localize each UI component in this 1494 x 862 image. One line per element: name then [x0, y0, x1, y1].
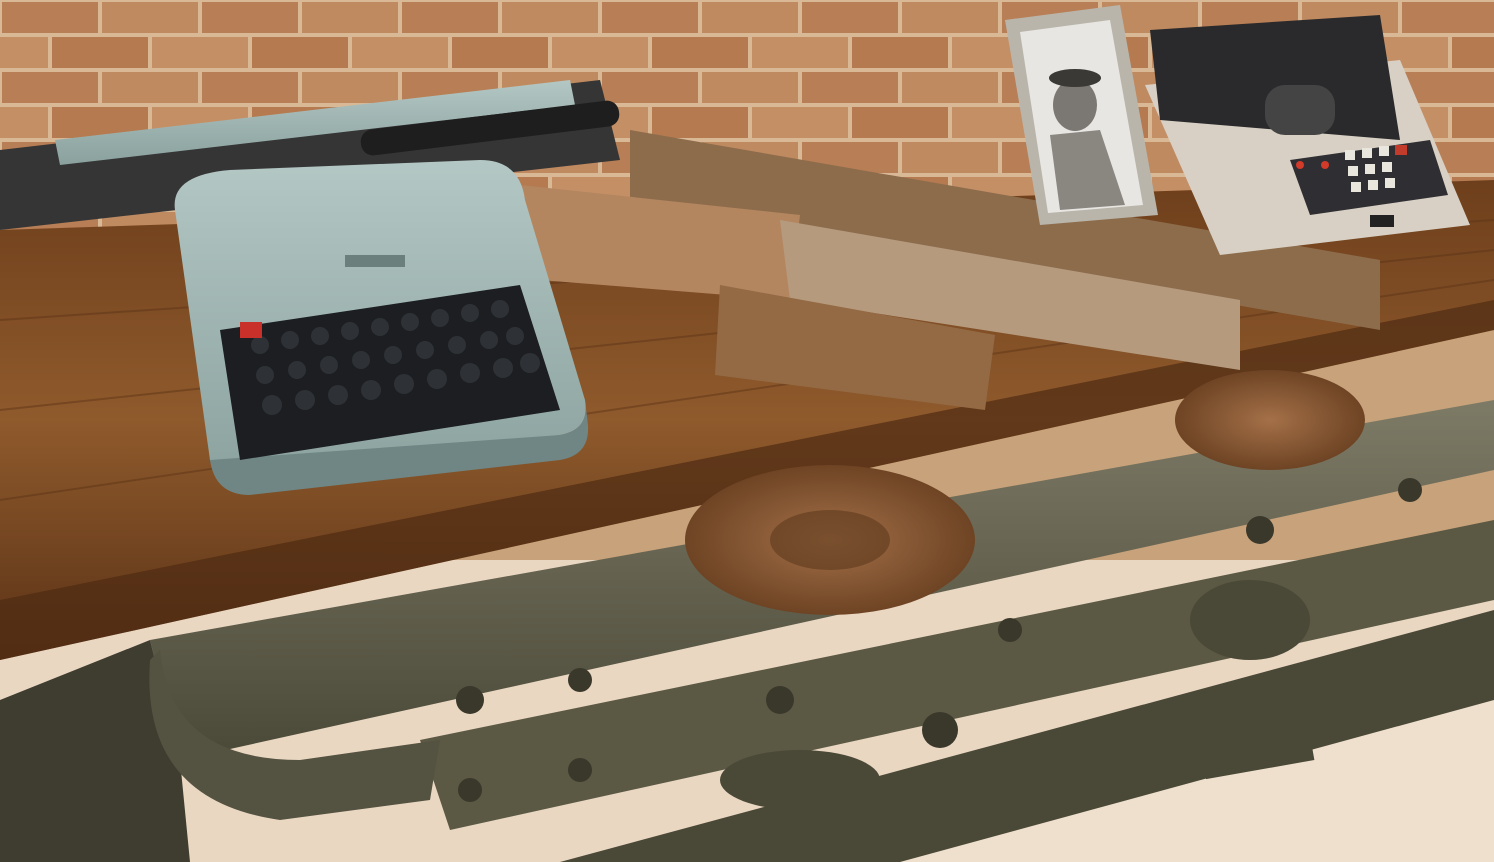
trolley-wheel-back: [1175, 370, 1365, 470]
